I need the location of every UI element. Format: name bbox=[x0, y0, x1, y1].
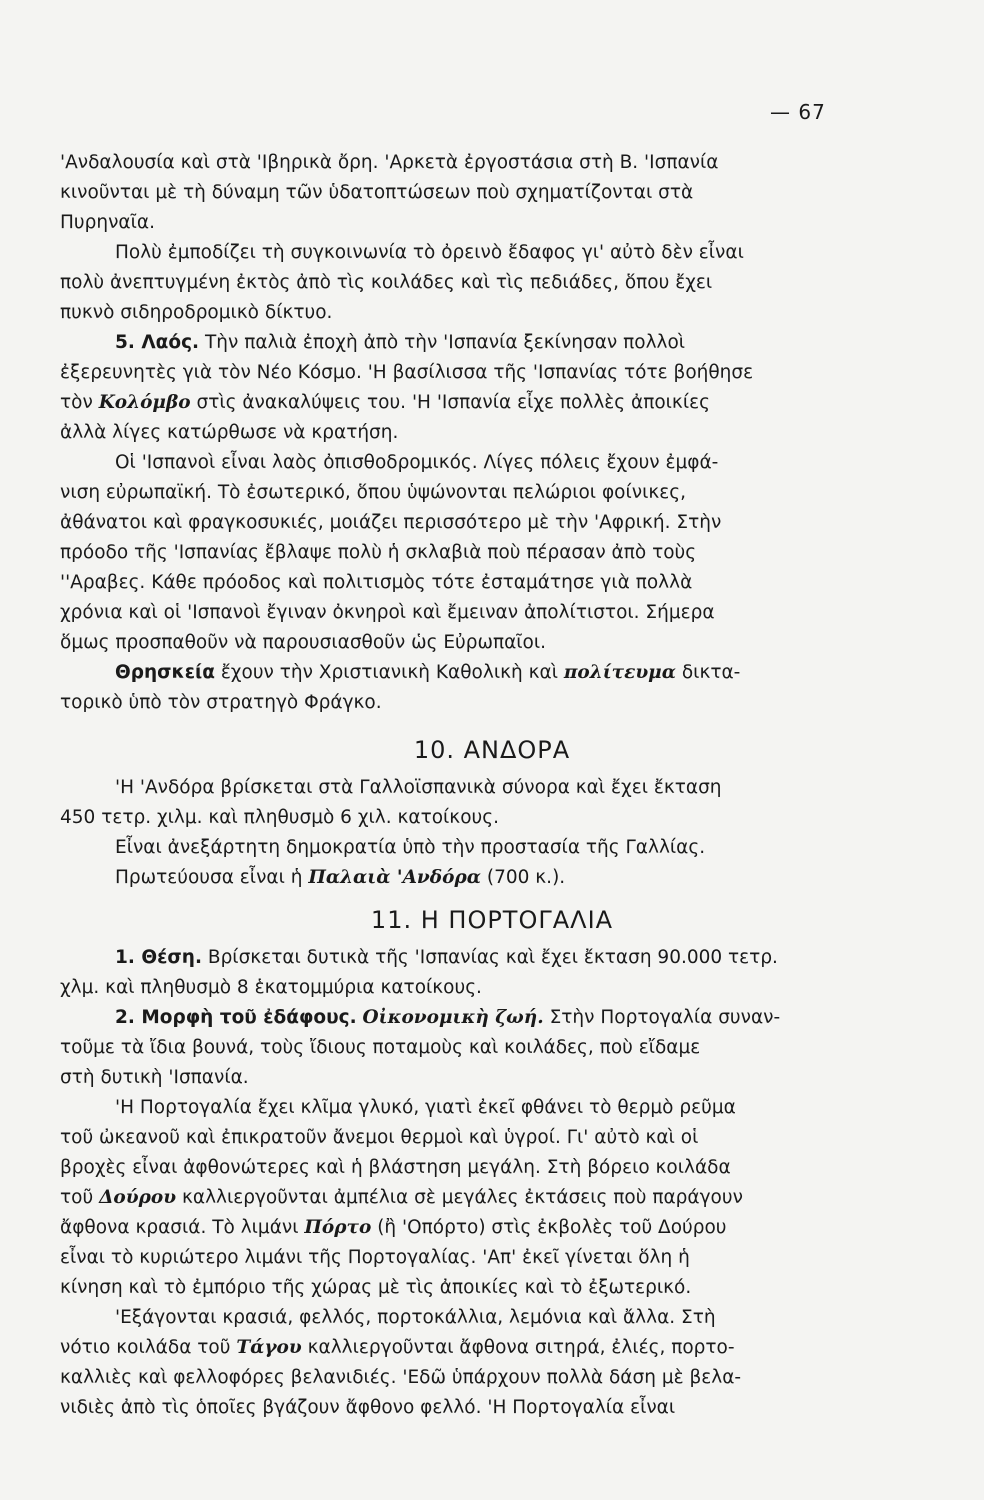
text-segment: νότιο κοιλάδα τοῦ bbox=[60, 1337, 231, 1358]
text-line bbox=[60, 1185, 743, 1211]
text-line: νιδιὲς ἀπὸ τὶς ὁποῖες βγάζουν ἄφθονο φελλό. 'Η Πορτογαλία εἶναι bbox=[60, 1397, 676, 1418]
section-label-laos: 5. Λαός. bbox=[115, 332, 200, 353]
text-line: χρόνια καὶ οἱ 'Ισπανοὶ ἔγιναν ὀκνηροὶ καὶ ἔμειναν ἀπολίτιστοι. Σήμερα bbox=[60, 602, 715, 623]
text-segment: Τὴν παλιὰ ἐποχὴ ἀπὸ τὴν 'Ισπανία ξεκίνησαν πολλοὶ bbox=[204, 332, 686, 353]
text-line: χλμ. καὶ πληθυσμὸ 8 ἑκατομμύρια κατοίκους. bbox=[60, 977, 482, 998]
text-line bbox=[115, 1005, 780, 1031]
text-segment: (ἢ 'Οπόρτο) στὶς ἐκβολὲς τοῦ Δούρου bbox=[377, 1217, 727, 1238]
text-line bbox=[115, 865, 565, 891]
emphasis-porto: Πόρτο bbox=[304, 1217, 372, 1238]
section-label-threskeia: Θρησκεία bbox=[115, 662, 215, 683]
text-segment: καλλιεργοῦνται ἄφθονα σιτηρά, ἐλιές, πορτο- bbox=[307, 1337, 735, 1358]
text-line: Πολὺ ἐμποδίζει τὴ συγκοινωνία τὸ ὀρεινὸ ἔδαφος γι' αὐτὸ δὲν εἶναι bbox=[115, 242, 744, 263]
text-line: ὅμως προσπαθοῦν νὰ παρουσιασθοῦν ὡς Εὐρωπαῖοι. bbox=[60, 632, 547, 653]
text-line: κινοῦνται μὲ τὴ δύναμη τῶν ὑδατοπτώσεων ποὺ σχηματίζονται στὰ bbox=[60, 182, 694, 203]
text-line: ''Αραβες. Κάθε πρόοδος καὶ πολιτισμὸς τότε ἐσταμάτησε γιὰ πολλὰ bbox=[60, 572, 693, 593]
text-segment: ἄφθονα κρασιά. Τὸ λιμάνι bbox=[60, 1217, 299, 1238]
text-line bbox=[115, 945, 778, 971]
text-line bbox=[60, 390, 710, 416]
text-line: βροχὲς εἶναι ἀφθονώτερες καὶ ἡ βλάστηση μεγάλη. Στὴ βόρειο κοιλάδα bbox=[60, 1157, 731, 1178]
text-segment: τὸν bbox=[60, 392, 93, 413]
text-segment: Βρίσκεται δυτικὰ τῆς 'Ισπανίας καὶ ἔχει ἔκταση 90.000 τετρ. bbox=[207, 947, 778, 968]
text-line: πυκνὸ σιδηροδρομικὸ δίκτυο. bbox=[60, 302, 333, 323]
text-segment: ἔχουν τὴν Χριστιανικὴ Καθολικὴ καὶ bbox=[220, 662, 558, 683]
heading-andora: 10. ΑΝΔΟΡΑ bbox=[413, 736, 571, 764]
section-label-morfi: 2. Μορφὴ τοῦ ἐδάφους. bbox=[115, 1007, 357, 1028]
emphasis-douro: Δούρου bbox=[99, 1187, 177, 1208]
text-segment: (700 κ.). bbox=[486, 867, 566, 888]
text-line: 'Εξάγονται κρασιά, φελλός, πορτοκάλλια, λεμόνια καὶ ἄλλα. Στὴ bbox=[115, 1307, 716, 1328]
text-line: τοῦμε τὰ ἴδια βουνά, τοὺς ἴδιους ποταμοὺς καὶ κοιλάδες, ποὺ εἴδαμε bbox=[60, 1037, 701, 1058]
emphasis-oikonomiki: Οἰκονομικὴ ζωή. bbox=[362, 1007, 544, 1028]
emphasis-palaia-andora: Παλαιὰ 'Ανδόρα bbox=[308, 867, 481, 888]
text-segment: Πρωτεύουσα εἶναι ἡ bbox=[115, 867, 303, 888]
text-line: κίνηση καὶ τὸ ἐμπόριο τῆς χώρας μὲ τὶς ἀποικίες καὶ τὸ ἐξωτερικό. bbox=[60, 1277, 692, 1298]
text-line: τορικὸ ὑπὸ τὸν στρατηγὸ Φράγκο. bbox=[60, 692, 382, 713]
text-line: πρόοδο τῆς 'Ισπανίας ἔβλαψε πολὺ ἡ σκλαβιὰ ποὺ πέρασαν ἀπὸ τοὺς bbox=[60, 542, 697, 563]
text-line: 'Ανδαλουσία καὶ στὰ 'Ιβηρικὰ ὄρη. 'Αρκετὰ ἐργοστάσια στὴ Β. 'Ισπανία bbox=[60, 152, 719, 173]
emphasis-tagou: Τάγου bbox=[236, 1337, 302, 1358]
text-line: Οἱ 'Ισπανοὶ εἶναι λαὸς ὀπισθοδρομικός. Λίγες πόλεις ἔχουν ἐμφά- bbox=[115, 452, 719, 473]
text-line: ἐξερευνητὲς γιὰ τὸν Νέο Κόσμο. 'Η βασίλισσα τῆς 'Ισπανίας τότε βοήθησε bbox=[60, 362, 754, 383]
text-segment: στὶς ἀνακαλύψεις του. 'Η 'Ισπανία εἶχε πολλὲς ἀποικίες bbox=[196, 392, 710, 413]
text-line: νιση εὐρωπαϊκή. Τὸ ἐσωτερικό, ὅπου ὑψώνονται πελώριοι φοίνικες, bbox=[60, 482, 686, 503]
text-line: πολὺ ἀνεπτυγμένη ἐκτὸς ἀπὸ τὶς κοιλάδες καὶ τὶς πεδιάδες, ὅπου ἔχει bbox=[60, 272, 713, 293]
text-line: Πυρηναῖα. bbox=[60, 212, 155, 233]
text-segment: δικτα- bbox=[681, 662, 741, 683]
text-line bbox=[115, 330, 685, 356]
text-line: 'Η Πορτογαλία ἔχει κλῖμα γλυκό, γιατὶ ἐκεῖ φθάνει τὸ θερμὸ ρεῦμα bbox=[115, 1097, 736, 1118]
text-line: στὴ δυτικὴ 'Ισπανία. bbox=[60, 1067, 249, 1088]
text-segment: καλλιεργοῦνται ἀμπέλια σὲ μεγάλες ἐκτάσεις ποὺ παράγουν bbox=[181, 1187, 743, 1208]
text-line: 450 τετρ. χιλμ. καὶ πληθυσμὸ 6 χιλ. κατοίκους. bbox=[60, 807, 499, 828]
text-line bbox=[115, 660, 740, 686]
text-line: τοῦ ὠκεανοῦ καὶ ἐπικρατοῦν ἄνεμοι θερμοὶ καὶ ὑγροί. Γι' αὐτὸ καὶ οἱ bbox=[60, 1127, 699, 1148]
emphasis-kolombo: Κολόμβο bbox=[98, 392, 191, 413]
text-line: Εἶναι ἀνεξάρτητη δημοκρατία ὑπὸ τὴν προστασία τῆς Γαλλίας. bbox=[115, 837, 706, 858]
text-line: 'Η 'Ανδόρα βρίσκεται στὰ Γαλλοϊσπανικὰ σύνορα καὶ ἔχει ἔκταση bbox=[115, 777, 722, 798]
text-segment: Στὴν Πορτογαλία συναν- bbox=[549, 1007, 781, 1028]
text-line: ἀλλὰ λίγες κατώρθωσε νὰ κρατήση. bbox=[60, 422, 399, 443]
text-line: εἶναι τὸ κυριώτερο λιμάνι τῆς Πορτογαλίας. 'Απ' ἐκεῖ γίνεται ὅλη ἡ bbox=[60, 1247, 690, 1268]
text-line bbox=[60, 1215, 727, 1241]
page-number: — 67 bbox=[770, 100, 826, 124]
text-line bbox=[60, 1335, 735, 1361]
section-label-thesi: 1. Θέση. bbox=[115, 947, 202, 968]
heading-portogalia: 11. Η ΠΟΡΤΟΓΑΛΙΑ bbox=[370, 906, 614, 934]
text-line: ἀθάνατοι καὶ φραγκοσυκιές, μοιάζει περισσότερο μὲ τὴν 'Αφρική. Στὴν bbox=[60, 512, 722, 533]
emphasis-politevma: πολίτευμα bbox=[563, 662, 676, 683]
text-line: καλλιὲς καὶ φελλοφόρες βελανιδιές. 'Εδῶ ὑπάρχουν πολλὰ δάση μὲ βελα- bbox=[60, 1367, 742, 1388]
text-segment: τοῦ bbox=[60, 1187, 94, 1208]
